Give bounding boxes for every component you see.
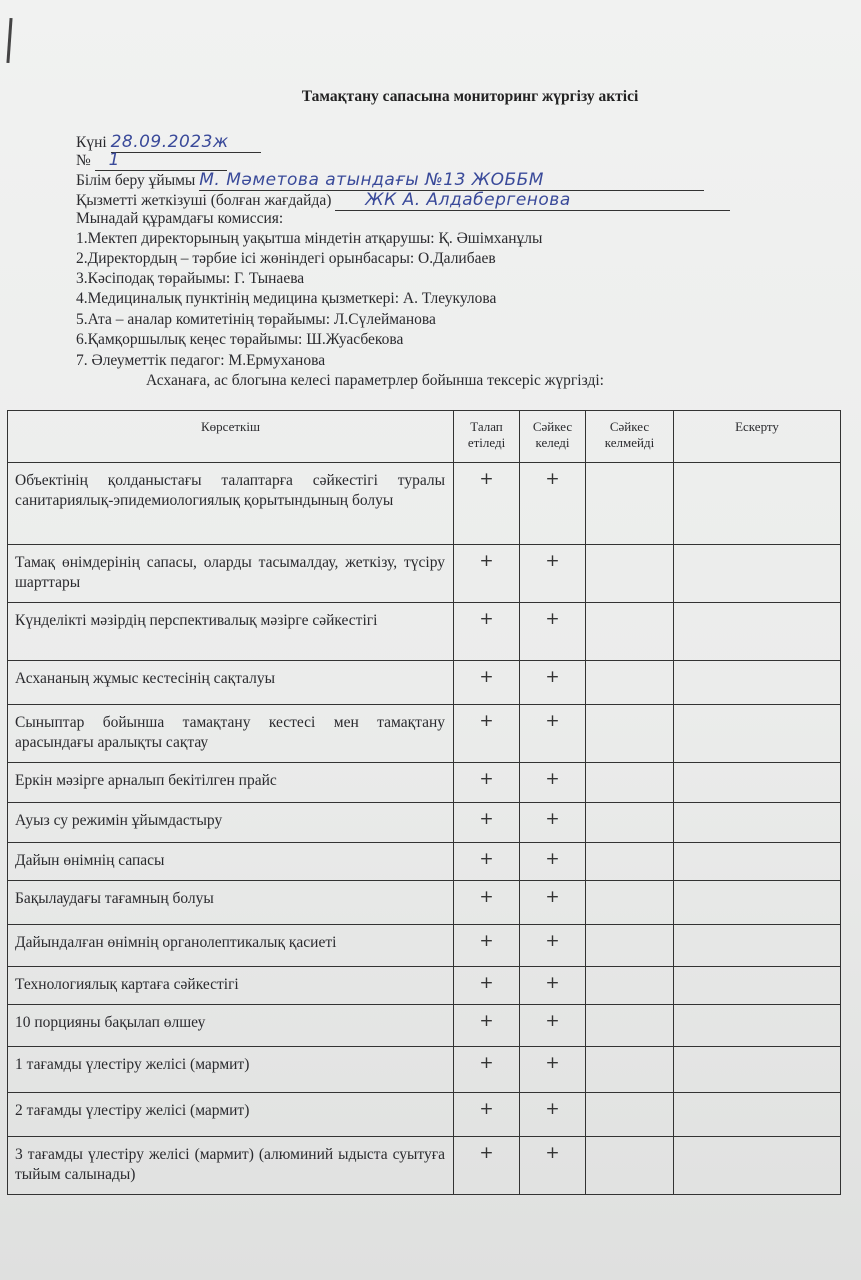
indicator-cell: Технологиялық картаға сәйкестігі (8, 967, 454, 1005)
required-cell: + (454, 843, 520, 881)
required-cell: + (454, 661, 520, 705)
date-value: 28.09.2023ж (111, 132, 261, 153)
indicator-cell: Бақылаудағы тағамның болуы (8, 881, 454, 925)
organization-value: М. Мәметова атындағы №13 ЖОББМ (199, 170, 704, 191)
indicator-cell: Асхананың жұмыс кестесінің сақталуы (8, 661, 454, 705)
indicator-cell: Дайын өнімнің сапасы (8, 843, 454, 881)
supplier-line (76, 190, 730, 211)
note-cell (674, 881, 841, 925)
table-row (8, 661, 841, 705)
organization-label: Білім беру ұйымы (76, 172, 196, 189)
indicator-cell: Дайындалған өнімнің органолептикалық қасиеті (8, 925, 454, 967)
header-match: Сәйкес келеді (520, 411, 586, 463)
required-cell: + (454, 545, 520, 603)
table-row (8, 967, 841, 1005)
mismatch-cell (586, 803, 674, 843)
table-row (8, 1005, 841, 1047)
mismatch-cell (586, 603, 674, 661)
note-cell (674, 967, 841, 1005)
indicator-cell: Сыныптар бойынша тамақтану кестесі мен тамақтану арасындағы аралықты сақтау (8, 705, 454, 763)
mismatch-cell (586, 661, 674, 705)
required-cell: + (454, 1093, 520, 1137)
note-cell (674, 661, 841, 705)
intro-text: Асханаға, ас блогына келесі параметрлер бойынша тексеріс жүргізді: (146, 372, 604, 389)
date-label: Күні (76, 134, 107, 151)
note-cell (674, 463, 841, 545)
mismatch-cell (586, 545, 674, 603)
required-cell: + (454, 881, 520, 925)
required-cell: + (454, 763, 520, 803)
table-row (8, 881, 841, 925)
required-cell: + (454, 967, 520, 1005)
note-cell (674, 803, 841, 843)
table-row (8, 603, 841, 661)
match-cell: + (520, 881, 586, 925)
mismatch-cell (586, 967, 674, 1005)
required-cell: + (454, 1047, 520, 1093)
indicator-cell: Күнделікті мәзірдің перспективалық мәзірге сәйкестігі (8, 603, 454, 661)
table-row (8, 1137, 841, 1195)
number-line (76, 150, 227, 171)
indicator-cell: 1 тағамды үлестіру желісі (мармит) (8, 1047, 454, 1093)
indicator-cell: 10 порцияны бақылап өлшеу (8, 1005, 454, 1047)
note-cell (674, 843, 841, 881)
indicator-cell: Еркін мәзірге арналып бекітілген прайс (8, 763, 454, 803)
note-cell (674, 925, 841, 967)
mismatch-cell (586, 463, 674, 545)
mismatch-cell (586, 705, 674, 763)
number-value: 1 (95, 150, 227, 171)
mismatch-cell (586, 1137, 674, 1195)
inspection-table (7, 410, 841, 1195)
mismatch-cell (586, 925, 674, 967)
number-label: № (76, 152, 91, 169)
header-note: Ескерту (674, 411, 841, 463)
required-cell: + (454, 803, 520, 843)
indicator-cell: 2 тағамды үлестіру желісі (мармит) (8, 1093, 454, 1137)
match-cell: + (520, 1137, 586, 1195)
match-cell: + (520, 967, 586, 1005)
required-cell: + (454, 1137, 520, 1195)
table-row (8, 803, 841, 843)
organization-line (76, 170, 704, 191)
indicator-cell: 3 тағамды үлестіру желісі (мармит) (алюминий ыдыста суытуға тыйым салынады) (8, 1137, 454, 1195)
commission-member: 6.Қамқоршылық кеңес төрайымы: Ш.Жуасбекова (76, 331, 404, 348)
note-cell (674, 705, 841, 763)
table-header-row (8, 411, 841, 463)
table-row (8, 843, 841, 881)
table-row (8, 1093, 841, 1137)
document-title: Тамақтану сапасына мониторинг жүргізу актісі (301, 88, 639, 105)
required-cell: + (454, 463, 520, 545)
note-cell (674, 1137, 841, 1195)
table-row (8, 463, 841, 545)
indicator-cell: Ауыз су режимін ұйымдастыру (8, 803, 454, 843)
mismatch-cell (586, 1047, 674, 1093)
commission-member: 4.Медициналық пунктінің медицина қызметкері: А. Тлеукулова (76, 290, 497, 307)
match-cell: + (520, 705, 586, 763)
indicator-cell: Объектінің қолданыстағы талаптарға сәйкестігі туралы санитариялық-эпидемиологиялық қорытындының болуы (8, 463, 454, 545)
header-required: Талап етіледі (454, 411, 520, 463)
match-cell: + (520, 763, 586, 803)
table-row (8, 925, 841, 967)
note-cell (674, 1005, 841, 1047)
table-row (8, 763, 841, 803)
table-row (8, 545, 841, 603)
table-row (8, 705, 841, 763)
table-row (8, 1047, 841, 1093)
supplier-label: Қызметті жеткізуші (болған жағдайда) (76, 192, 332, 209)
required-cell: + (454, 705, 520, 763)
note-cell (674, 545, 841, 603)
match-cell: + (520, 1047, 586, 1093)
match-cell: + (520, 925, 586, 967)
commission-member: 3.Кәсіподақ төрайымы: Г. Тынаева (76, 270, 305, 287)
match-cell: + (520, 803, 586, 843)
mismatch-cell (586, 881, 674, 925)
commission-label: Мынадай құрамдағы комиссия: (76, 210, 284, 227)
match-cell: + (520, 1093, 586, 1137)
pen-mark (6, 18, 12, 63)
note-cell (674, 763, 841, 803)
match-cell: + (520, 603, 586, 661)
indicator-cell: Тамақ өнімдерінің сапасы, оларды тасымалдау, жеткізу, түсіру шарттары (8, 545, 454, 603)
mismatch-cell (586, 843, 674, 881)
commission-member: 7. Әлеуметтік педагог: М.Ермуханова (76, 352, 326, 369)
match-cell: + (520, 843, 586, 881)
commission-member: 5.Ата – аналар комитетінің төрайымы: Л.Сүлейманова (76, 311, 436, 328)
required-cell: + (454, 603, 520, 661)
header-mismatch: Сәйкес келмейді (586, 411, 674, 463)
match-cell: + (520, 463, 586, 545)
match-cell: + (520, 661, 586, 705)
commission-member: 2.Директордың – тәрбие ісі жөніндегі орынбасары: О.Далибаев (76, 250, 496, 267)
mismatch-cell (586, 763, 674, 803)
note-cell (674, 603, 841, 661)
header-indicator: Көрсеткіш (8, 411, 454, 463)
required-cell: + (454, 1005, 520, 1047)
required-cell: + (454, 925, 520, 967)
match-cell: + (520, 545, 586, 603)
commission-member: 1.Мектеп директорының уақытша міндетін атқарушы: Қ. Әшімханұлы (76, 230, 543, 247)
match-cell: + (520, 1005, 586, 1047)
mismatch-cell (586, 1093, 674, 1137)
note-cell (674, 1047, 841, 1093)
mismatch-cell (586, 1005, 674, 1047)
supplier-value: ЖК А. Алдабергенова (335, 190, 730, 211)
note-cell (674, 1093, 841, 1137)
